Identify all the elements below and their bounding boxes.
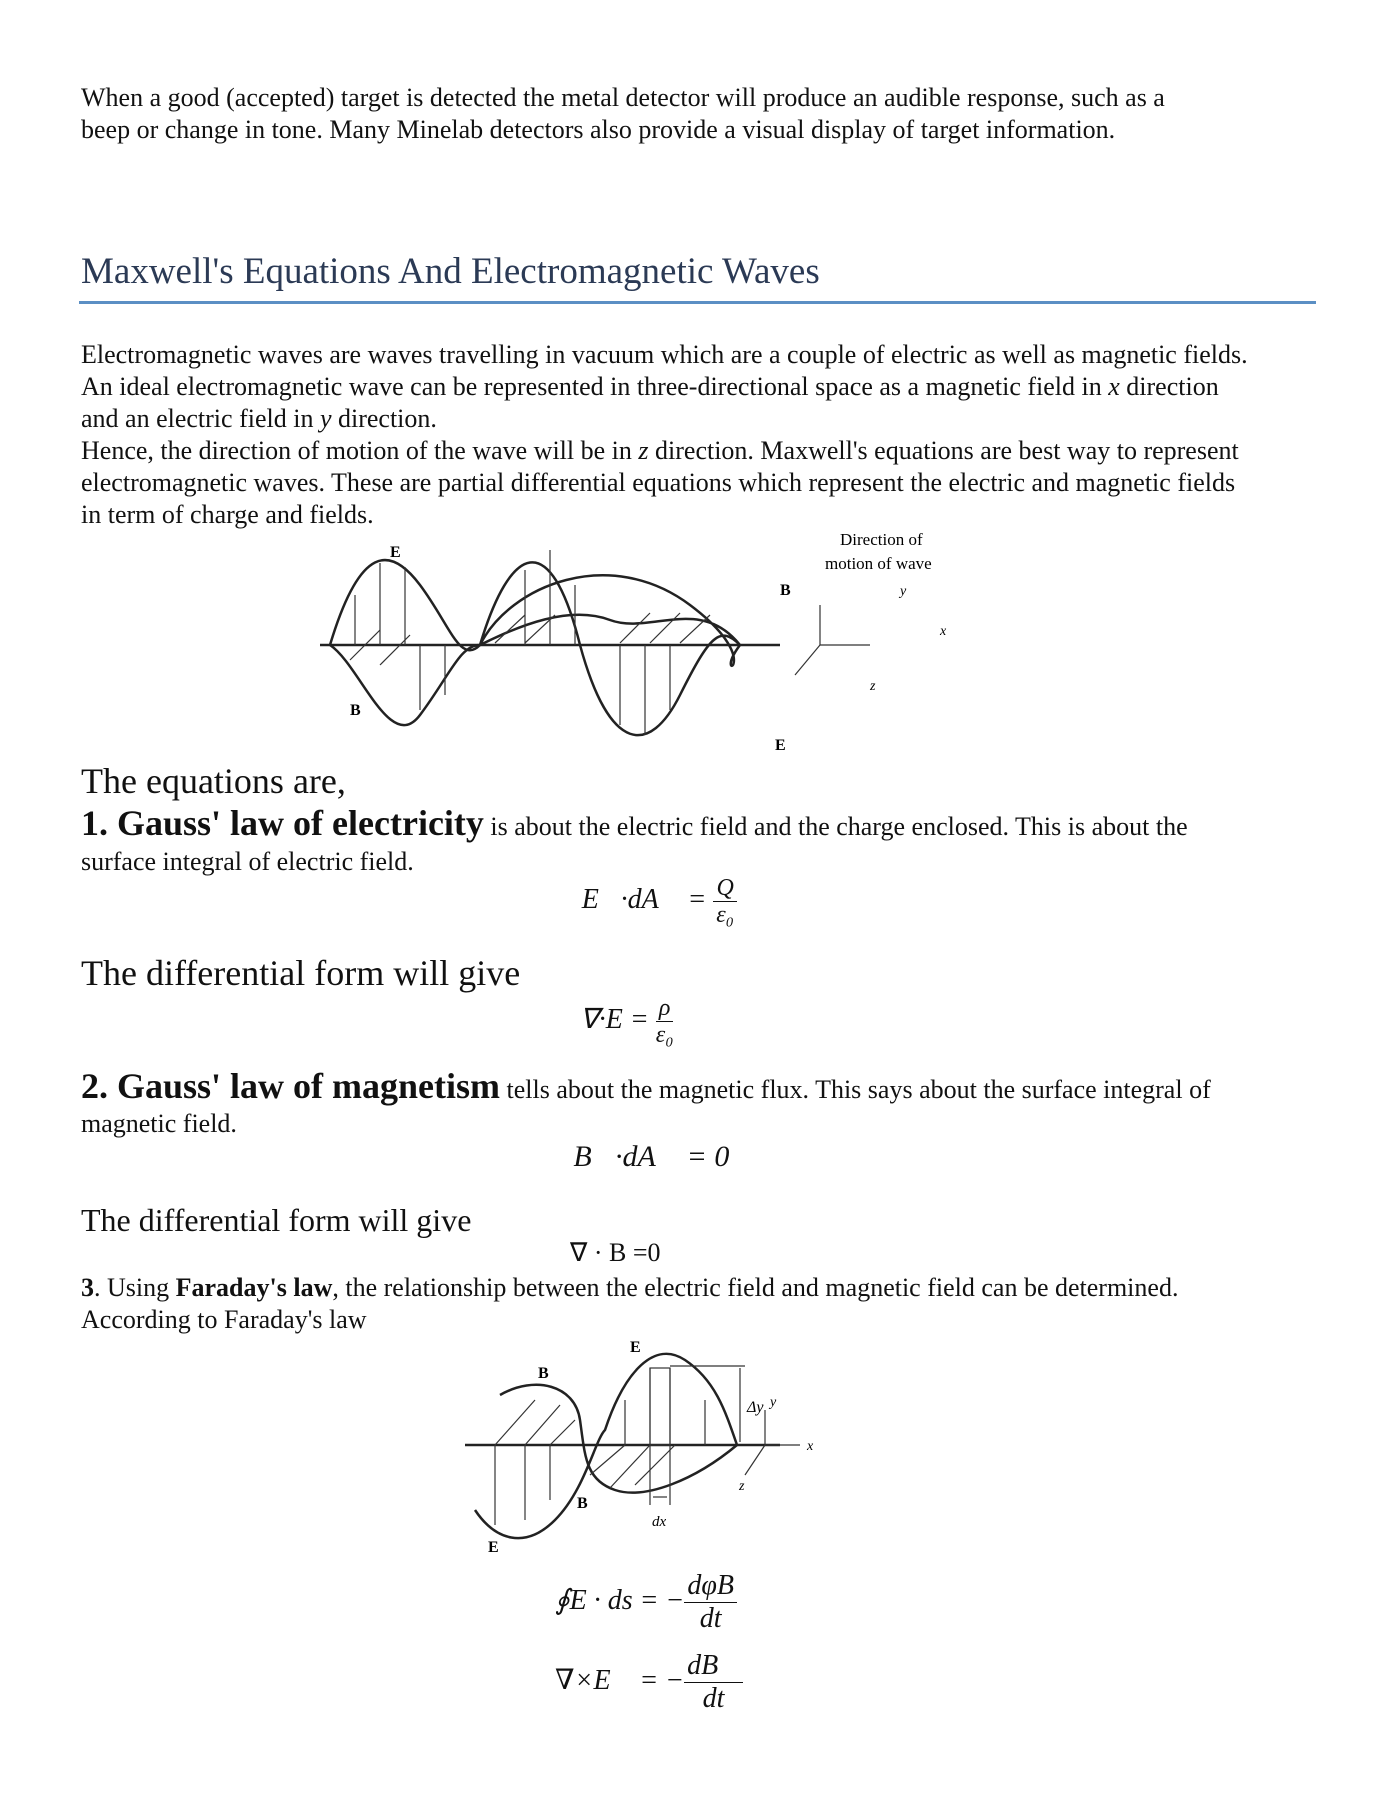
eq-lhs: ∮E · ds = −: [555, 1584, 685, 1616]
faraday-title: Faraday's law: [175, 1273, 333, 1302]
x-axis-label: x: [940, 624, 947, 639]
dx-label: dx: [652, 1514, 667, 1530]
b-vector-label: B: [780, 582, 791, 599]
faraday-curl: [555, 1650, 743, 1715]
z-axis-label: z: [870, 679, 876, 694]
var-y: y: [319, 404, 332, 433]
delta-y-label: Δy: [747, 1399, 764, 1416]
e-vector-label: E: [775, 737, 786, 754]
eq-den: dt: [699, 1603, 722, 1634]
eq-den: dt: [702, 1683, 725, 1714]
intro-line-2: beep or change in tone. Many Minelab detectors also provide a visual display of target information.: [81, 115, 1116, 144]
e-vector-label: E: [488, 1539, 499, 1556]
eq-num: Q: [713, 875, 736, 902]
differential-form-label: The differential form will give: [81, 1202, 472, 1238]
x-axis-label: x: [807, 1439, 814, 1454]
body-line-2: [81, 371, 1219, 403]
var-z: z: [638, 436, 649, 465]
gauss-electricity-title: 1. Gauss' law of electricity: [81, 803, 484, 843]
text: direction.: [331, 404, 437, 433]
faraday-wave-figure: [455, 1330, 875, 1560]
eq-lhs: ∇×E⃗ = −: [555, 1664, 685, 1696]
text: is about the electric field and the charge enclosed. This is about the: [483, 812, 1188, 841]
em-wave-figure: [310, 525, 960, 755]
direction-label: Direction of: [840, 530, 923, 549]
direction-label: motion of wave: [825, 554, 932, 573]
text: . Using: [94, 1273, 176, 1302]
body-line-4: [81, 435, 1239, 467]
body-line-1: Electromagnetic waves are waves travelling in vacuum which are a couple of electric as well as magnetic fields.: [81, 340, 1248, 369]
faraday-line: [81, 1272, 1178, 1304]
text: direction. Maxwell's equations are best way to represent: [648, 436, 1239, 465]
gauss-electricity-integral: [560, 875, 737, 928]
gauss-magnetism-line: [81, 1065, 1211, 1107]
gauss-electricity-line-2: surface integral of electric field.: [81, 847, 414, 876]
item-number: 3: [81, 1273, 94, 1302]
var-x: x: [1108, 372, 1120, 401]
eq-lhs: ∮E⃗·dA⃗ =: [560, 883, 707, 915]
equations-intro: The equations are,: [81, 761, 346, 801]
b-vector-label: B: [350, 702, 361, 719]
body-line-6: in term of charge and fields.: [81, 500, 374, 529]
gauss-magnetism-integral: ∮B⃗·dA⃗ = 0: [550, 1140, 730, 1173]
heading-divider: [79, 301, 1316, 304]
eq-num: dφB: [684, 1570, 737, 1603]
faraday-line-2: According to Faraday's law: [81, 1305, 367, 1334]
gauss-magnetism-line-2: magnetic field.: [81, 1109, 237, 1138]
b-vector-label: B: [577, 1495, 588, 1512]
section-heading: Maxwell's Equations And Electromagnetic Waves: [81, 251, 820, 292]
text: direction: [1119, 372, 1219, 401]
e-vector-label: E: [630, 1339, 641, 1356]
differential-form-label: The differential form will give: [81, 953, 521, 993]
y-axis-label: y: [900, 584, 907, 599]
text: An ideal electromagnetic wave can be represented in three-directional space as a magnetic field in: [81, 372, 1109, 401]
intro-line-1: When a good (accepted) target is detected the metal detector will produce an audible response, such as a: [81, 83, 1165, 112]
eq-num: ρ: [656, 995, 674, 1022]
gauss-electricity-line: [81, 802, 1188, 844]
body-line-3: [81, 403, 437, 435]
wave-curves: [330, 560, 740, 735]
z-axis-label: z: [739, 1479, 745, 1494]
b-vector-label: B: [538, 1365, 549, 1382]
text: tells about the magnetic flux. This says about the surface integral of: [500, 1075, 1211, 1104]
eq-num: dB⃗: [684, 1650, 743, 1683]
eq-lhs: ∇·E =: [580, 1003, 649, 1035]
faraday-integral: [555, 1570, 737, 1635]
body-line-5: electromagnetic waves. These are partial differential equations which represent the electric and magnetic fields: [81, 468, 1236, 497]
gauss-magnetism-differential: ∇ · B =0: [570, 1238, 661, 1267]
eq-den: ε₀: [716, 902, 735, 928]
text: , the relationship between the electric field and magnetic field can be determined.: [332, 1273, 1179, 1302]
text: Hence, the direction of motion of the wave will be in: [81, 436, 639, 465]
b-wave: [500, 1385, 737, 1493]
eq-den: ε₀: [655, 1022, 674, 1048]
y-axis-label: y: [770, 1395, 777, 1410]
text: and an electric field in: [81, 404, 320, 433]
e-vector-label: E: [390, 544, 401, 561]
gauss-magnetism-title: 2. Gauss' law of magnetism: [81, 1066, 501, 1106]
gauss-electricity-differential: [580, 995, 674, 1048]
